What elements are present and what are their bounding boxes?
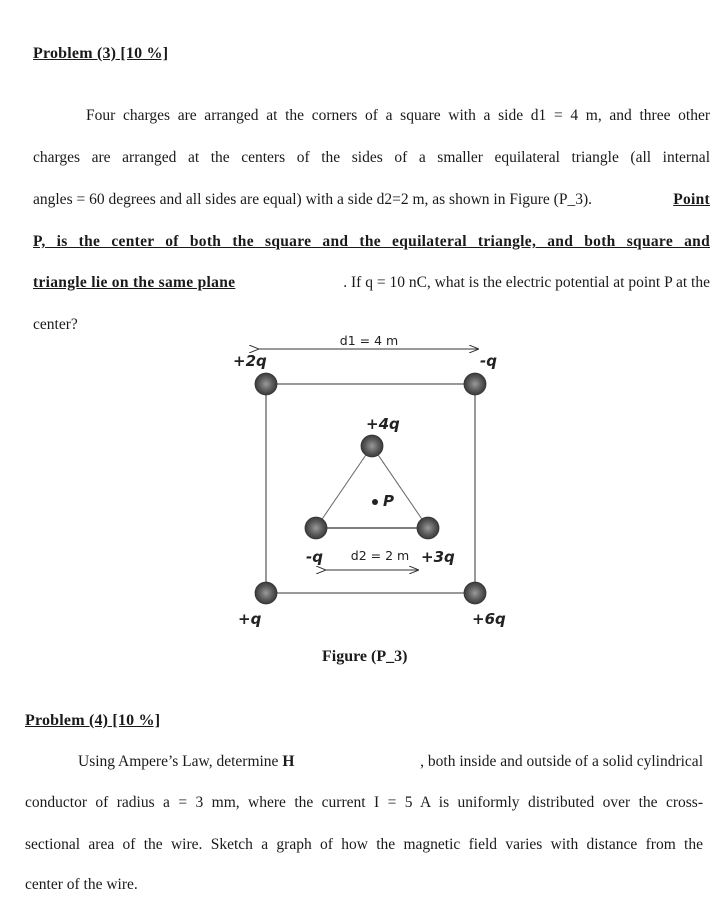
triangle-right-side: [372, 446, 428, 528]
problem-4-h-bold: H: [282, 753, 295, 770]
problem-3-line-5-rest: . If q = 10 nC, what is the electric potential at point P at the: [343, 274, 710, 291]
problem-4-line-1-a: [78, 753, 294, 771]
label-point-p: P: [383, 492, 394, 510]
problem-4-line-3: sectional area of the wire. Sketch a graph of how the magnetic field varies with distance from the: [25, 836, 703, 853]
charge-bottom-left: [255, 582, 277, 604]
problem-4-line-1: [78, 753, 703, 771]
problem-3-line-2: charges are arranged at the centers of the sides of a smaller equilateral triangle (all internal: [33, 149, 710, 166]
figure-caption: Figure (P_3): [322, 648, 408, 665]
charge-triangle-right: [417, 517, 439, 539]
label-triangle-left-charge: -q: [306, 548, 323, 566]
problem-3-line-5: [33, 274, 710, 292]
figure-p3-diagram: [200, 322, 530, 642]
label-top-left-charge: +2q: [233, 352, 267, 370]
d1-label: d1 = 4 m: [339, 333, 399, 348]
problem-4-line-4: center of the wire.: [25, 876, 138, 893]
problem-4-line-1-a-text: Using Ampere’s Law, determine: [78, 753, 283, 770]
problem-3-line-4: P, is the center of both the square and the equilateral triangle, and both square and: [33, 233, 710, 250]
problem-3-line-3: [33, 191, 710, 209]
problem-3-line-5-bold: triangle lie on the same plane: [33, 274, 236, 291]
center-point-p: [372, 499, 378, 505]
triangle-left-side: [316, 446, 372, 528]
label-bottom-left-charge: +q: [238, 610, 262, 628]
label-bottom-right-charge: +6q: [472, 610, 506, 628]
charge-triangle-left: [305, 517, 327, 539]
charge-top-right: [464, 373, 486, 395]
charge-triangle-top: [361, 435, 383, 457]
problem-4-line-1-b: , both inside and outside of a solid cylindrical: [420, 753, 703, 770]
label-triangle-right-charge: +3q: [421, 548, 455, 566]
problem-3-line-3-text: angles = 60 degrees and all sides are equal) with a side d2=2 m, as shown in Figure (P_3).: [33, 191, 592, 208]
charge-bottom-right: [464, 582, 486, 604]
d2-label: d2 = 2 m: [350, 548, 410, 563]
label-top-right-charge: -q: [480, 352, 497, 370]
problem-3-line-6: center?: [33, 316, 78, 333]
charge-top-left: [255, 373, 277, 395]
problem-3-heading: Problem (3) [10 %]: [33, 45, 169, 62]
problem-4-heading: Problem (4) [10 %]: [25, 712, 161, 729]
label-triangle-top-charge: +4q: [366, 415, 400, 433]
problem-3-line-1: Four charges are arranged at the corners of a square with a side d1 = 4 m, and three other: [86, 107, 710, 124]
problem-3-point-bold: Point: [673, 191, 710, 208]
problem-4-line-2: conductor of radius a = 3 mm, where the current I = 5 A is uniformly distributed over the cross-: [25, 794, 703, 811]
